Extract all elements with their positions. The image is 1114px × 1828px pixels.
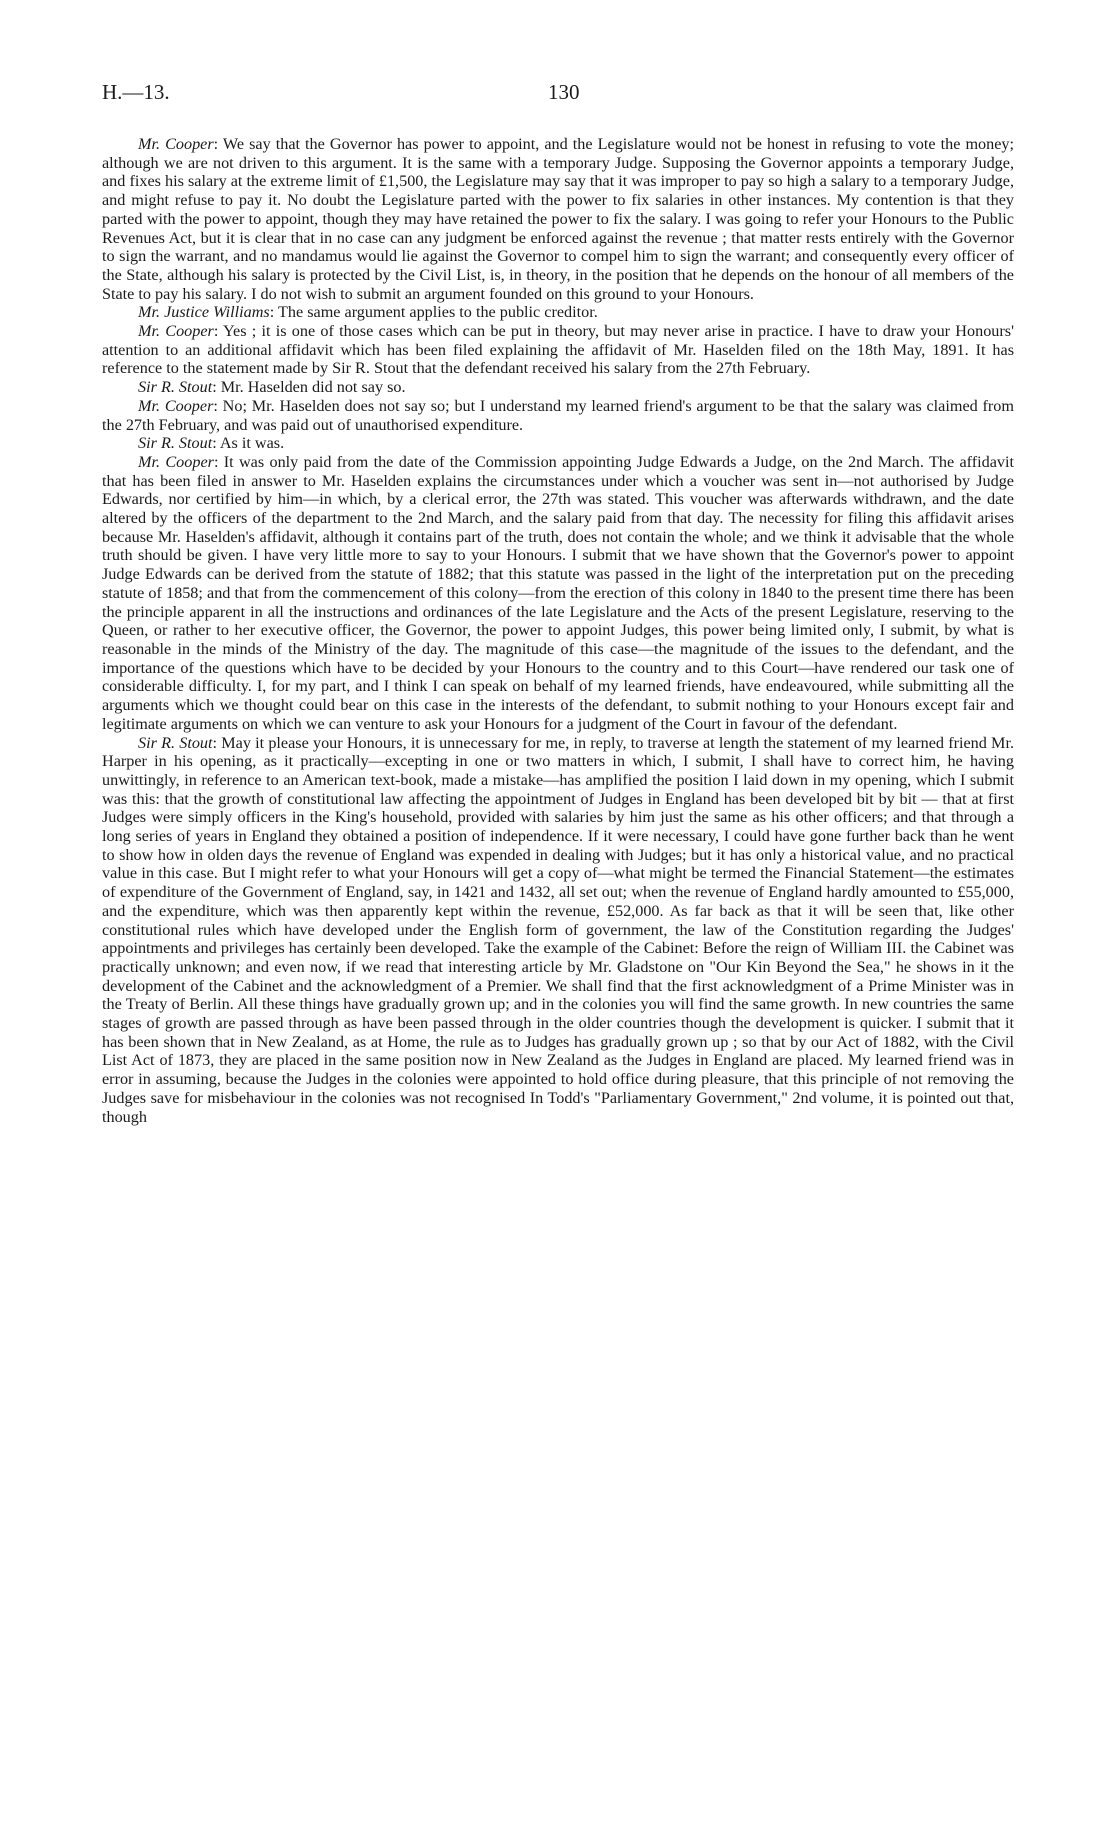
paragraph [102,397,1014,434]
paragraph [102,453,1014,734]
speaker-name: Sir R. Stout [138,733,213,752]
speaker-name: Mr. Cooper [138,322,214,341]
paragraph [102,734,1014,1127]
speaker-name: Mr. Cooper [138,396,214,415]
page-number: 130 [548,80,580,104]
speaker-name: Sir R. Stout [138,378,213,397]
paragraph-text: : May it please your Honours, it is unnecessary for me, in reply, to traverse at length the statement of my learned friend Mr. Harper in his opening, as it practically—excepting in one or two matters in which, I submit, I shall have to correct him, he having unwittingly, in reference to an American text-book, made a mistake—has amplified the position I laid down in my opening, which I submit was this: that the growth of constitutional law affecting the appointment of Judges in England has been developed bit by bit — that at first Judges were simply officers in the King's household, provided with salaries by him just the same as his other officers; and that through a long series of years in England they obtained a position of independence. If it were necessary, I could have gone further back than he went to show how in olden days the revenue of England was expended in dealing with Judges; but it has only a historical value, and no practical value in this case. But I might refer to what your Honours will get a copy of—what might be termed the Financial Statement—the estimates of expenditure of the Government of England, say, in 1421 and 1432, all set out; when the revenue of England hardly amounted to £55,000, and the expenditure, which was then apparently kept within the revenue, £52,000. As far back as that it will be seen that, like other constitutional rules which have developed under the English form of government, the law of the Constitution regarding the Judges' appointments and privileges has certainly been developed. Take the example of the Cabinet: Before the reign of William III. the Cabinet was practically unknown; and even now, if we read that interesting article by Mr. Gladstone on "Our Kin Beyond the Sea," he shows in it the development of the Cabinet and the acknowledgment of a Premier. We shall find that the first acknowledgment of a Prime Minister was in the Treaty of Berlin. All these things have gradually grown up; and in the colonies you will find the same growth. In new countries the same stages of growth are passed through as have been passed through in the older countries though the development is quicker. I submit that it has been shown that in New Zealand, as at Home, the rule as to Judges has gradually grown up ; so that by our Act of 1882, with the Civil List Act of 1873, they are placed in the same position now in New Zealand as the Judges in England are placed. My learned friend was in error in assuming, because the Judges in the colonies were appointed to hold office during pleasure, that this principle of not removing the Judges save for misbehaviour in the colonies was not recognised In Todd's "Parliamentary Government," 2nd volume, it is pointed out that, though [102,733,1014,1126]
speaker-name: Mr. Justice Williams [138,303,270,322]
paragraph-text: : As it was. [212,434,285,453]
speaker-name: Mr. Cooper [138,452,214,471]
paragraph [102,378,1014,397]
page-header [102,80,1016,110]
document-code: H.—13. [102,80,170,104]
paragraph-text: : The same argument applies to the public creditor. [269,303,598,322]
speaker-name: Sir R. Stout [138,434,213,453]
paragraph [102,303,1014,322]
speaker-name: Mr. Cooper [138,135,214,153]
paragraph [102,135,1014,303]
paragraph-text: : We say that the Governor has power to appoint, and the Legislature would not be honest in refusing to vote the money; although we are not driven to this argument. It is the same with a temporary Judge. Supposing the Governor appoints a temporary Judge, and fixes his salary at the extreme limit of £1,500, the Legislature may say that it was improper to pay so high a salary to a temporary Judge, and might refuse to pay it. No doubt the Legislature parted with the power to fix salaries in other instances. My contention is that they parted with the power to appoint, though they may have retained the power to fix the salary. I was going to refer your Honours to the Public Revenues Act, but it is clear that in no case can any judgment be enforced against the revenue ; that matter rests entirely with the Governor to sign the warrant, and no mandamus would lie against the Governor to compel him to sign the warrant; and consequently every officer of the State, although his salary is protected by the Civil List, is, in theory, in the position that he depends on the honour of all members of the State to pay his salary. I do not wish to submit an argument founded on this ground to your Honours. [102,135,1014,303]
paragraph-text: : Yes ; it is one of those cases which can be put in theory, but may never arise in practice. I have to draw your Honours' attention to an additional affidavit which has been filed explaining the affidavit of Mr. Haselden filed on the 18th May, 1891. It has reference to the statement made by Sir R. Stout that the defendant received his salary from the 27th February. [102,322,1014,378]
document-body [102,135,1014,1126]
paragraph [102,322,1014,378]
paragraph [102,434,1014,453]
paragraph-text: : Mr. Haselden did not say so. [212,378,406,397]
paragraph-text: : No; Mr. Haselden does not say so; but I understand my learned friend's argument to be that the salary was claimed from the 27th February, and was paid out of unauthorised expenditure. [102,396,1014,434]
paragraph-text: : It was only paid from the date of the Commission appointing Judge Edwards a Judge, on the 2nd March. The affidavit that has been filed in answer to Mr. Haselden explains the circumstances under which a voucher was sent in—not authorised by Judge Edwards, nor certified by him—in which, by a clerical error, the 27th was stated. This voucher was afterwards withdrawn, and the date altered by the officers of the department to the 2nd March, and the salary paid from that day. The necessity for filing this affidavit arises because Mr. Haselden's affidavit, although it contains part of the truth, does not contain the whole; and we think it advisable that the whole truth should be given. I have very little more to say to your Honours. I submit that we have shown that the Governor's power to appoint Judge Edwards can be derived from the statute of 1882; that this statute was passed in the light of the interpretation put on the preceding statute of 1858; and that from the commencement of this colony—from the erection of this colony in 1840 to the present time there has been the principle apparent in all the instructions and ordinances of the late Legislature and the Acts of the present Legislature, reserving to the Queen, or rather to her executive officer, the Governor, the power to appoint Judges, this power being limited only, I submit, by what is reasonable in the minds of the Ministry of the day. The magnitude of this case—the magnitude of the issues to the defendant, and the importance of the questions which have to be decided by your Honours to the country and to this Court—have rendered our task one of considerable difficulty. I, for my part, and I think I can speak on behalf of my learned friends, have endeavoured, while submitting all the arguments which we thought could bear on this case in the interests of the defendant, to submit nothing to your Honours except fair and legitimate arguments on which we can venture to ask your Honours for a judgment of the Court in favour of the defendant. [102,452,1014,733]
